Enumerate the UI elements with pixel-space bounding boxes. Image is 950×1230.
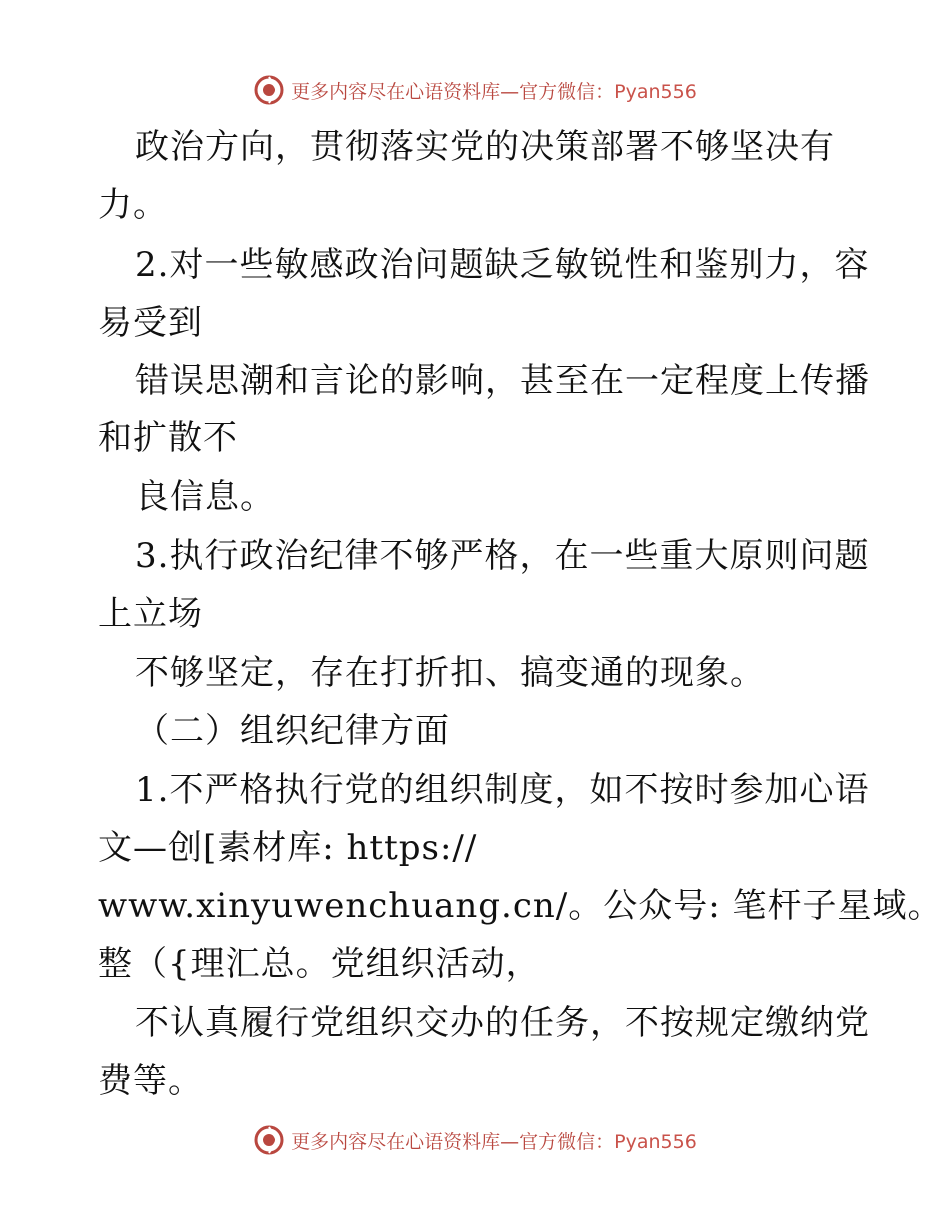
header-watermark: [0, 70, 950, 110]
text-line: 文—创[素材库: https://: [98, 828, 478, 868]
text-line: 不够坚定，存在打折扣、搞变通的现象。: [135, 653, 765, 693]
text-line: 和扩散不: [98, 418, 238, 458]
text-line: 良信息。: [135, 477, 275, 517]
watermark-text: 更多内容尽在心语资料库—官方微信：Pyan556: [291, 80, 697, 103]
text-line: 费等。: [98, 1061, 203, 1101]
text-line: 1.不严格执行党的组织制度，如不按时参加心语: [135, 770, 870, 810]
text-line: 错误思潮和言论的影响，甚至在一定程度上传播: [135, 361, 870, 401]
text-line: 2.对一些敏感政治问题缺乏敏锐性和鉴别力，容: [135, 245, 870, 285]
text-line: 政治方向，贯彻落实党的决策部署不够坚决有: [135, 127, 835, 167]
text-line: 上立场: [98, 594, 203, 634]
text-line: 整（{理汇总。党组织活动，: [98, 944, 541, 984]
text-line: 易受到: [98, 303, 203, 343]
footer-watermark: [0, 1120, 950, 1160]
section-heading: （二）组织纪律方面: [135, 711, 450, 751]
logo-icon: [253, 74, 285, 106]
text-line: www.xinyuwenchuang.cn/。公众号: 笔杆子星域。: [98, 886, 943, 926]
watermark-text: 更多内容尽在心语资料库—官方微信：Pyan556: [291, 1130, 697, 1153]
logo-icon: [253, 1124, 285, 1156]
text-line: 不认真履行党组织交办的任务，不按规定缴纳党: [135, 1003, 870, 1043]
text-line: 3.执行政治纪律不够严格，在一些重大原则问题: [135, 536, 870, 576]
text-line: 力。: [98, 185, 168, 225]
